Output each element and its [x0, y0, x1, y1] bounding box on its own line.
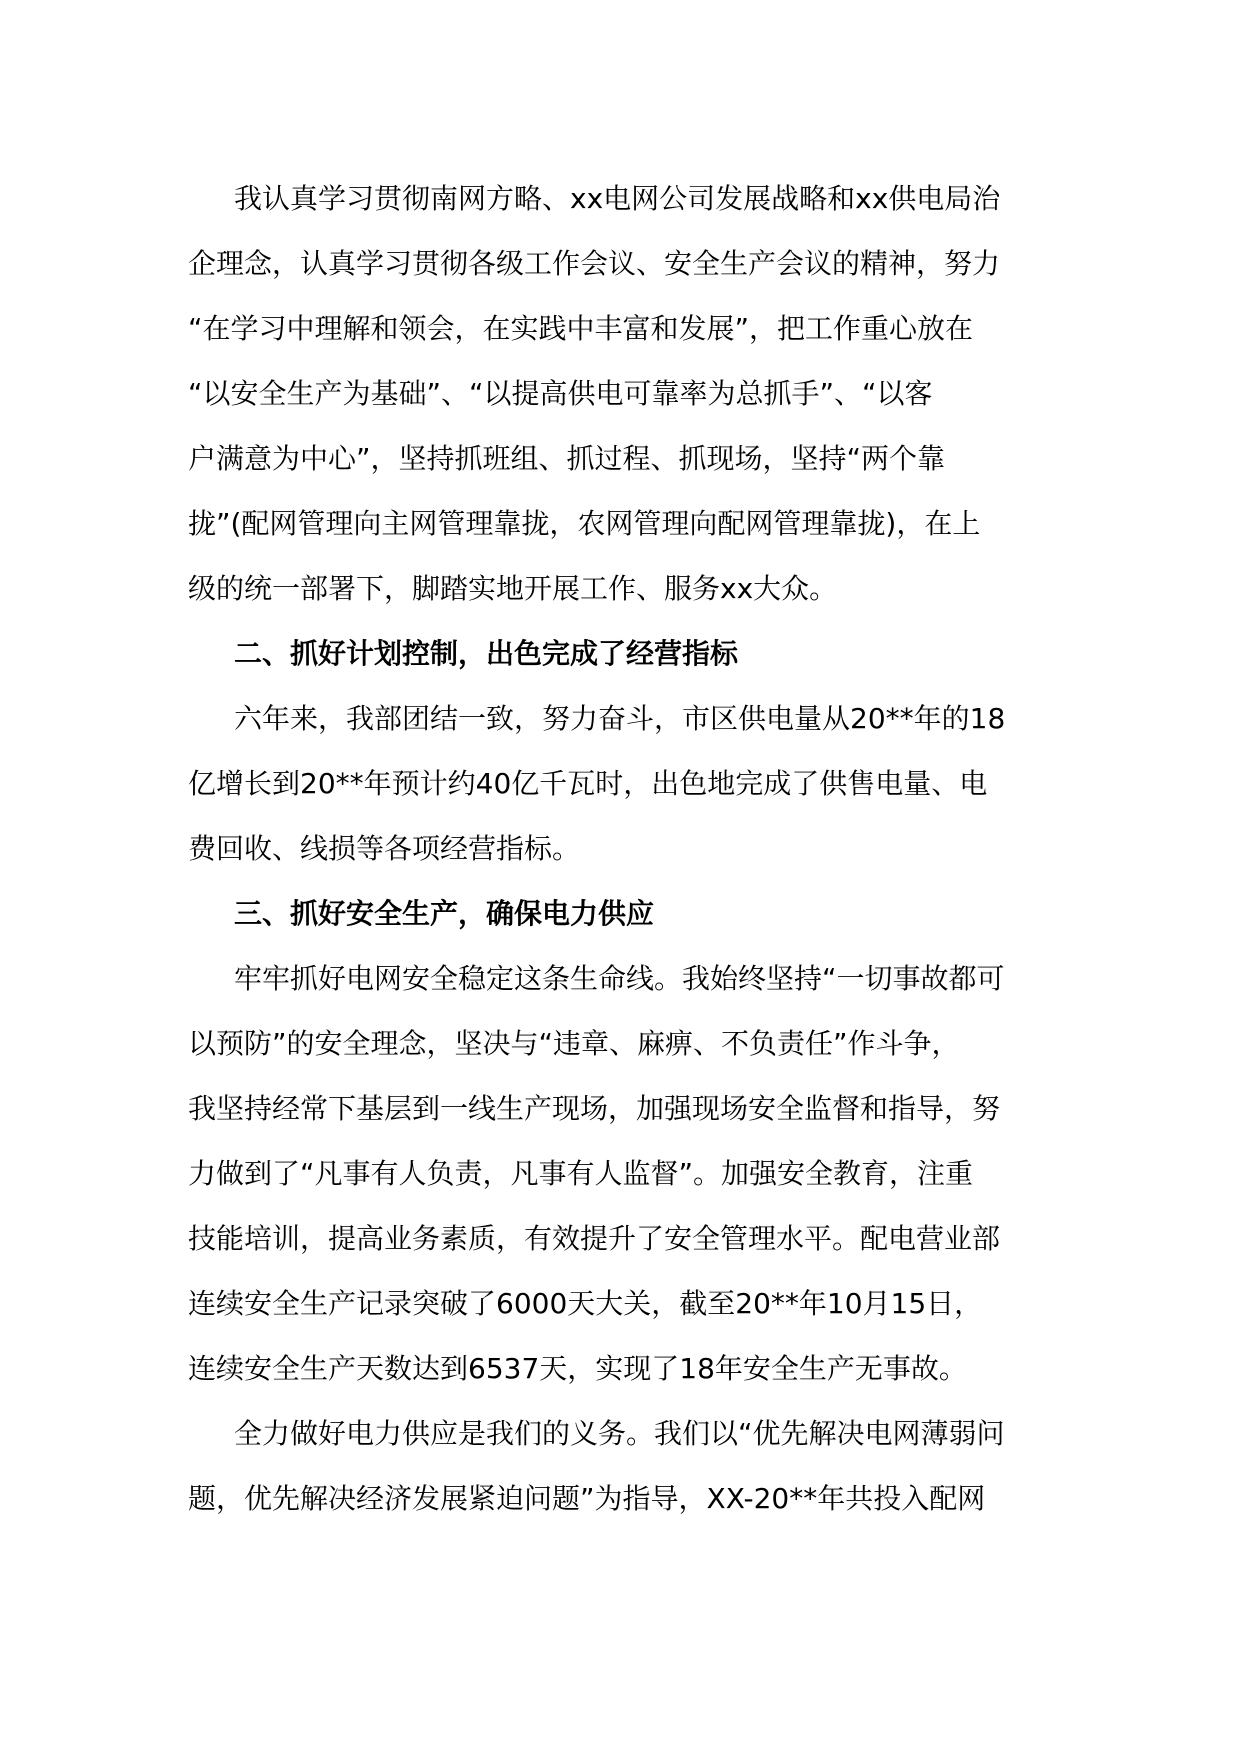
paragraph-line: 连续安全生产天数达到6537天，实现了18年安全生产无事故。 [188, 1352, 967, 1385]
paragraph-line: 我坚持经常下基层到一线生产现场，加强现场安全监督和指导，努 [188, 1092, 1001, 1125]
paragraph-line: 力做到了“凡事有人负责，凡事有人监督”。加强安全教育，注重 [188, 1157, 974, 1190]
paragraph-line: “以安全生产为基础”、“以提高供电可靠率为总抓手”、“以客 [188, 377, 933, 410]
paragraph-line: 牢牢抓好电网安全稳定这条生命线。我始终坚持“一切事故都可 [234, 962, 1005, 995]
heading-text: 三、抓好安全生产，确保电力供应 [234, 897, 655, 930]
paragraph-line: 费回收、线损等各项经营指标。 [188, 832, 581, 865]
paragraph-line: 技能培训，提高业务素质，有效提升了安全管理水平。配电营业部 [188, 1222, 1001, 1255]
paragraph [188, 166, 1054, 621]
paragraph-line: 拢”(配网管理向主网管理靠拢，农网管理向配网管理靠拢)，在上 [188, 507, 981, 540]
paragraph-line: 我认真学习贯彻南网方略、xx电网公司发展战略和xx供电局治 [234, 182, 1001, 215]
paragraph [188, 686, 1054, 881]
paragraph-line: 级的统一部署下，脚踏实地开展工作、服务xx大众。 [188, 572, 838, 605]
paragraph [188, 946, 1054, 1401]
paragraph-line: 企理念，认真学习贯彻各级工作会议、安全生产会议的精神，努力 [188, 247, 1001, 280]
section-heading [188, 881, 1054, 946]
paragraph-line: “在学习中理解和领会，在实践中丰富和发展”，把工作重心放在 [188, 312, 974, 345]
section-heading [188, 621, 1054, 686]
paragraph-line: 全力做好电力供应是我们的义务。我们以“优先解决电网薄弱问 [234, 1417, 1005, 1450]
paragraph-line: 亿增长到20**年预计约40亿千瓦时，出色地完成了供售电量、电 [188, 767, 988, 800]
paragraph [188, 1401, 1054, 1531]
paragraph-line: 题，优先解决经济发展紧迫问题”为指导，XX-20**年共投入配网 [188, 1482, 986, 1515]
document-body [188, 166, 1054, 1531]
heading-text: 二、抓好计划控制，出色完成了经营指标 [234, 637, 739, 670]
paragraph-line: 户满意为中心”，坚持抓班组、抓过程、抓现场，坚持“两个靠 [188, 442, 946, 475]
paragraph-line: 六年来，我部团结一致，努力奋斗，市区供电量从20**年的18 [234, 702, 1006, 735]
paragraph-line: 以预防”的安全理念，坚决与“违章、麻痹、不负责任”作斗争， [188, 1027, 960, 1060]
paragraph-line: 连续安全生产记录突破了6000天大关，截至20**年10月15日， [188, 1287, 983, 1320]
